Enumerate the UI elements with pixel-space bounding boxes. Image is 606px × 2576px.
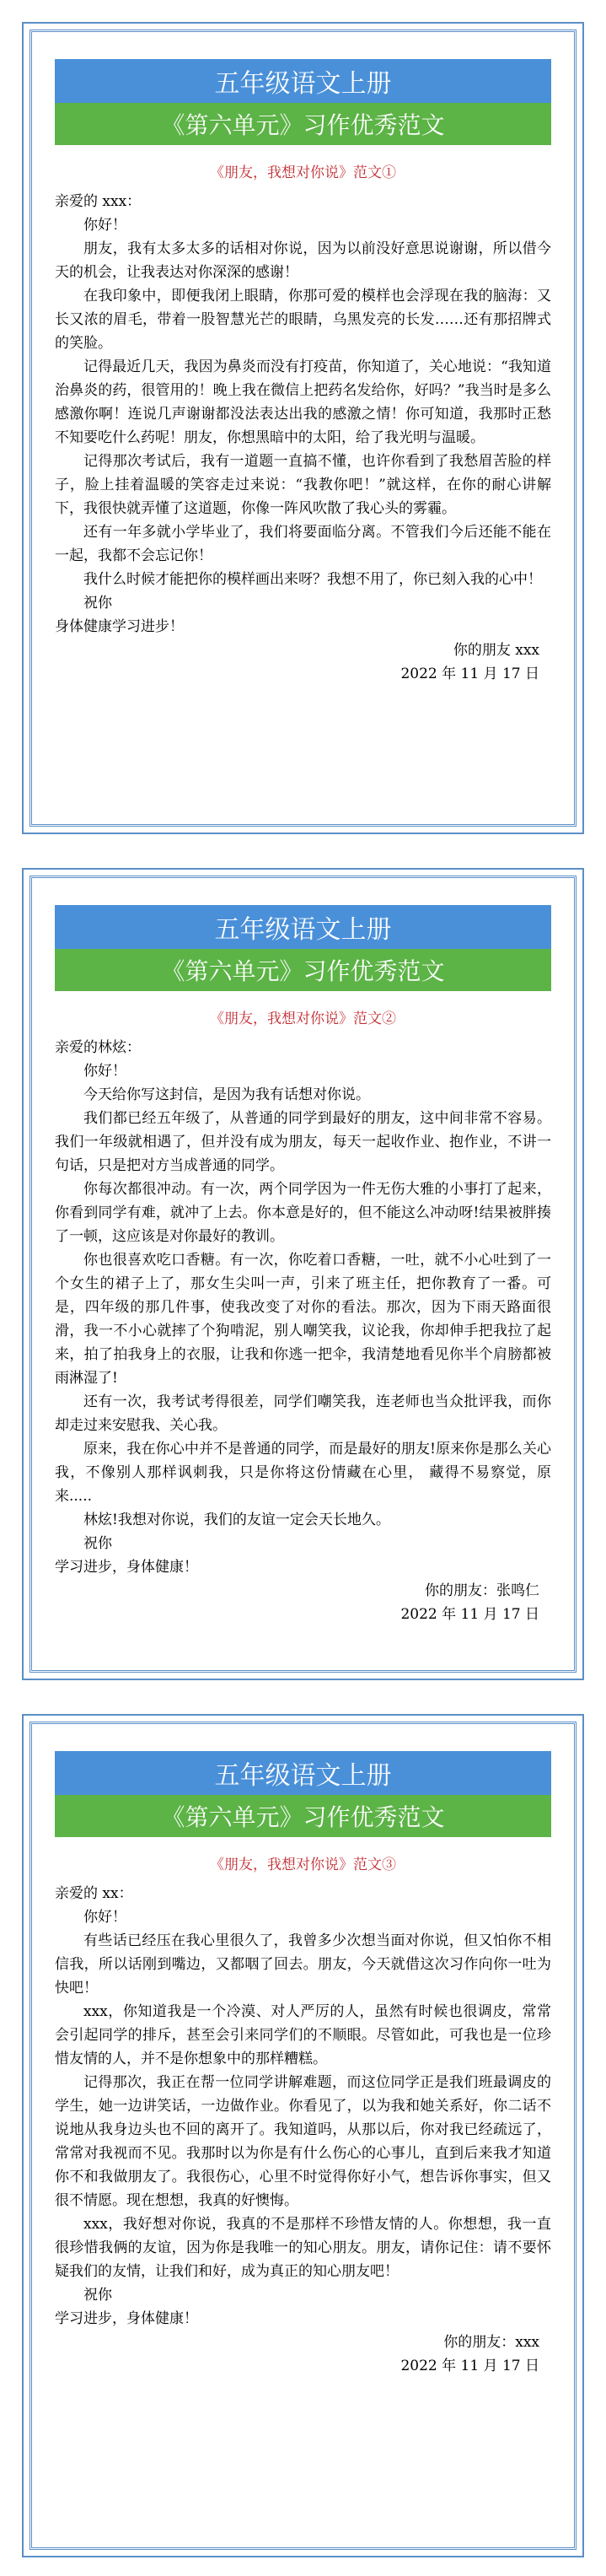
paragraph: 今天给你写这封信，是因为我有话想对你说。 [83,1086,370,1103]
paragraph: 林炫!我想对你说，我们的友谊一定会天长地久。 [83,1512,390,1528]
paragraph: 还有一次，我考试考得很差，同学们嘲笑我，连老师也当众批评我，而你却走过来安慰我、关心我。 [55,1393,551,1434]
signature: 你的朋友 xxx [453,642,539,659]
letter-page-2 [22,868,584,1680]
paragraph: 记得那次，我正在帮一位同学讲解难题，而这位同学正是我们班最调皮的学生，她一边讲笑话，一边做作业。你看见了，以为我和她关系好，你二话不说地从我身边头也不回的离开了。我知道吗，从那以后，你对我已经疏远了，常常对我视而不见。我那时以为你是有什么伤心的心事儿，直到后来我才知道你不和我做朋友了。我很伤心，心里不时觉得你好小气，想告诉你事实，但又很不情愿。现在想想，我真的好懊悔。 [55,2074,551,2209]
letter-page-3 [22,1714,584,2557]
header-unit: 《第六单元》习作优秀范文 [55,103,551,145]
header-grade: 五年级语文上册 [55,59,551,103]
paragraph: 有些话已经压在我心里很久了，我曾多少次想当面对你说，但又怕你不相信我，所以话刚到嘴边，又都咽了回去。朋友，今天就借这次习作向你一吐为快吧！ [55,1932,551,1997]
paragraph: xxx，我好想对你说，我真的不是那样不珍惜友情的人。你想想，我一直很珍惜我俩的友谊，因为你是我唯一的知心朋友。朋友，请你记住：请不要怀疑我们的友情，让我们和好，成为真正的知心朋友吧！ [55,2216,551,2280]
paragraph: 我什么时候才能把你的模样画出来呀？我想不用了，你已刻入我的心中！ [83,571,542,588]
paragraph: 朋友，我有太多太多的话相对你说，因为以前没好意思说谢谢，所以借今天的机会，让我表达对你深深的感谢！ [55,240,551,281]
letter-body [55,1882,551,2378]
date: 2022 年 11 月 17 日 [400,666,539,682]
signature: 你的朋友：xxx [443,2334,539,2351]
letter-body [55,1036,551,1626]
closing-blessing: 学习进步，身体健康！ [55,2310,198,2327]
closing-wish: 祝你 [83,1535,112,1552]
header-grade: 五年级语文上册 [55,905,551,949]
letter-body [55,190,551,686]
essay-subtitle: 《朋友，我想对你说》范文③ [210,1857,396,1873]
essay-subtitle: 《朋友，我想对你说》范文① [210,164,396,181]
paragraph: 原来，我在你心中并不是普通的同学，而是最好的朋友!原来你是那么关心我，不像别人那样讽刺我，只是你将这份情藏在心里， 藏得不易察觉，原来..... [55,1441,551,1505]
greeting: 亲爱的林炫： [55,1039,141,1056]
paragraph: xxx，你知道我是一个冷漠、对人严厉的人，虽然有时候也很调皮，常常会引起同学的排斥，甚至会引来同学们的不顺眼。尽管如此，可我也是一位珍惜友情的人，并不是你想象中的那样糟糕。 [55,2003,551,2067]
hello: 你好！ [83,1063,126,1080]
date: 2022 年 11 月 17 日 [400,1606,539,1623]
greeting: 亲爱的 xx： [55,1885,133,1902]
paragraph: 你也很喜欢吃口香糖。有一次，你吃着口香糖，一吐，就不小心吐到了一个女生的裙子上了，那女生尖叫一声，引来了班主任，把你教育了一番。可是，四年级的那几件事，使我改变了对你的看法。那次，因为下雨天路面很滑，我一不小心就摔了个狗啃泥，别人嘲笑我，议论我，你却伸手把我拉了起来，拍了拍我身上的衣服，让我和你逃一把伞，我清楚地看见你半个肩膀都被雨淋湿了! [55,1252,551,1387]
paragraph: 记得那次考试后，我有一道题一直搞不懂，也许你看到了我愁眉苦脸的样子，脸上挂着温暖的笑容走过来说：“我教你吧！”就这样，在你的耐心讲解下，我很快就弄懂了这道题，你像一阵风吹散了我心头的雾霾。 [55,453,551,517]
paragraph: 还有一年多就小学毕业了，我们将要面临分离。不管我们今后还能不能在一起，我都不会忘记你！ [55,524,551,564]
paragraph: 你每次都很冲动。有一次，两个同学因为一件无伤大雅的小事打了起来，你看到同学有难，就冲了上去。你本意是好的，但不能这么冲动呀!结果被胖揍了一顿，这应该是对你最好的教训。 [55,1181,551,1245]
paragraph: 我们都已经五年级了，从普通的同学到最好的朋友，这中间非常不容易。我们一年级就相遇了，但并没有成为朋友，每天一起收作业、抱作业，不讲一句话，只是把对方当成普通的同学。 [55,1110,551,1174]
paragraph: 记得最近几天，我因为鼻炎而没有打疫苗，你知道了，关心地说：“我知道治鼻炎的药，很管用的！晚上我在微信上把药名发给你，好吗？”我当时是多么感激你啊！连说几声谢谢都没法表达出我的感激之情！你可知道，我那时正愁不知要吃什么药呢！朋友，你想黑暗中的太阳，给了我光明与温暖。 [55,358,551,446]
closing-blessing: 身体健康学习进步！ [55,618,184,635]
header-unit: 《第六单元》习作优秀范文 [55,1795,551,1837]
letter-page-1 [22,22,584,834]
closing-wish: 祝你 [83,595,112,612]
hello: 你好！ [83,1909,126,1926]
paragraph: 在我印象中，即便我闭上眼睛，你那可爱的模样也会浮现在我的脑海：又长又浓的眉毛，带着一股智慧光芒的眼睛，乌黑发亮的长发……还有那招牌式的笑脸。 [55,288,551,352]
hello: 你好！ [83,217,126,234]
closing-wish: 祝你 [83,2287,112,2304]
date: 2022 年 11 月 17 日 [400,2358,539,2374]
signature: 你的朋友：张鸣仁 [425,1582,539,1599]
header-unit: 《第六单元》习作优秀范文 [55,949,551,991]
closing-blessing: 学习进步，身体健康！ [55,1559,198,1576]
header-grade: 五年级语文上册 [55,1751,551,1795]
greeting: 亲爱的 xxx： [55,193,142,210]
essay-subtitle: 《朋友，我想对你说》范文② [210,1010,396,1027]
